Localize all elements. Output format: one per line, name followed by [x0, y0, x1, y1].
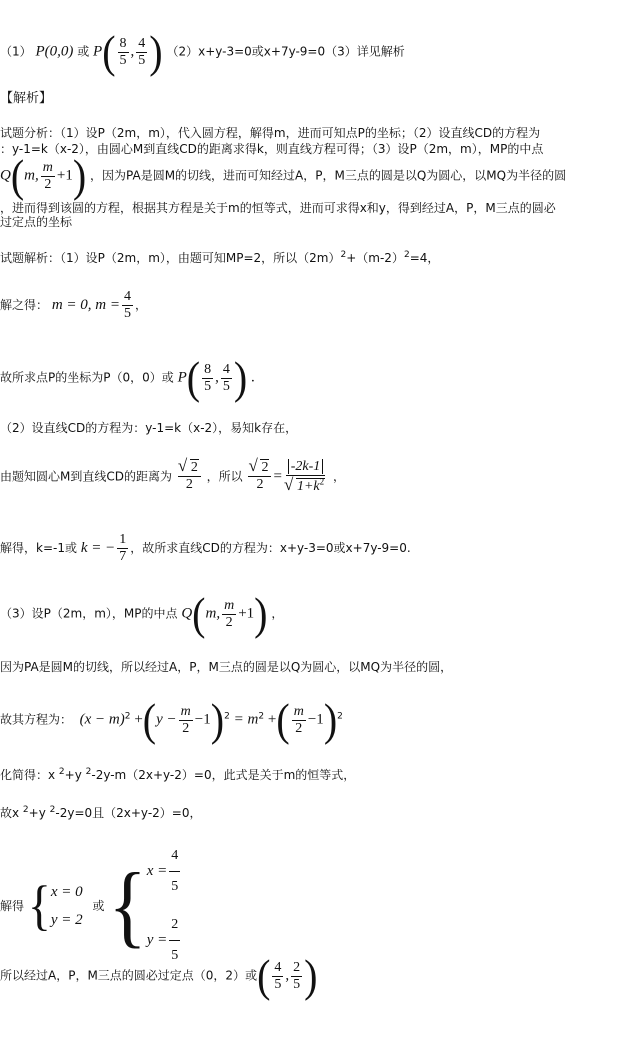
analysis-line-3: Q(m, $\frac{m}{2}$ +1) ，因为PA是圆M的切线，进而可知经过A，P，M三点的圆是以Q为圆心，以MQ为半径的圆	[0, 149, 567, 202]
solution-line-4: （2）设直线CD的方程为：y-1=k（x-2），易知k存在，	[0, 421, 298, 435]
solution-line-10: 化简得：x $^2$+y $^2$-2y-m（2x+y-2）=0，此式是关于m的恒等式，	[0, 767, 356, 782]
fraction: $\frac{4}{5}$	[124, 289, 132, 321]
system-1: x = 0 y = 2	[50, 884, 83, 928]
analysis-line-2: ：y-1=k（x-2），由圆心M到直线CD的距离求得k，则直线方程可得；（3）设P（2m，m），MP的中点	[0, 142, 544, 156]
analysis-line-4: ，进而得到该圆的方程，根据其方程是关于m的恒等式，进而可求得x和y，得到经过A，P，M三点的圆必	[0, 201, 556, 215]
fraction: √ $\frac{2}{2}$	[248, 461, 271, 492]
fraction: $\frac{4}{5}$	[169, 842, 180, 901]
fraction: √ $\frac{2}{2}$	[178, 461, 201, 492]
answer-line: （1） P(0,0) 或 P( $\frac{8}{5}$ , $\frac{4}{5}$ ) （2）x+y-3=0或x+7y-9=0（3）详见解析	[0, 25, 405, 78]
solution-line-5: 由题知圆心M到直线CD的距离为 √ $\frac{2}{2}$ ，所以 √ $\frac{2}{2}$ = -2k-1 √ $1+k^2$ ，	[0, 460, 345, 494]
solution-line-2: 解之得： m = 0, m = $\frac{4}{5}$ ，	[0, 289, 148, 321]
section-title: 【解析】	[0, 91, 53, 106]
solution-line-8: 因为PA是圆M的切线，所以经过A，P，M三点的圆是以Q为圆心，以MQ为半径的圆，	[0, 660, 453, 674]
solution-line-11: 故x $^2$+y $^2$-2y=0且（2x+y-2）=0，	[0, 805, 202, 820]
fraction: $\frac{4}{5}$	[274, 959, 282, 992]
or-text: 或	[77, 44, 90, 59]
answer-part1: （1）	[0, 44, 32, 59]
fraction: $\frac{8}{5}$	[119, 35, 127, 68]
solution-line-12: 解得 { x = 0 y = 2 或 { x = $\frac{4}{5}$ y = $\frac{2}{5}$	[0, 842, 182, 970]
fraction: $\frac{1}{7}$	[119, 532, 127, 564]
fraction: -2k-1 √ $1+k^2$	[284, 460, 327, 494]
solution-line-13: 所以经过A，P，M三点的圆必过定点（0，2）或( $\frac{4}{5}$ , $\frac{2}{5}$ )	[0, 949, 318, 1002]
fraction: $\frac{m}{2}$	[224, 597, 235, 630]
solution-line-7: （3）设P（2m，m），MP的中点 Q(m, $\frac{m}{2}$ +1) ，	[0, 587, 284, 640]
answer-part2: （2）x+y-3=0或x+7y-9=0（3）详见解析	[166, 44, 405, 59]
fraction: $\frac{8}{5}$	[204, 361, 212, 394]
solution-line-6: 解得，k=-1或 k = − $\frac{1}{7}$ ，故所求直线CD的方程为：x+y-3=0或x+7y-9=0.	[0, 532, 411, 564]
fraction: $\frac{2}{5}$	[293, 959, 301, 992]
analysis-line-1: 试题分析：（1）设P（2m，m），代入圆方程，解得m，进而可知点P的坐标；（2）设直线CD的方程为	[0, 126, 541, 140]
fraction: $\frac{4}{5}$	[138, 35, 146, 68]
point-label: P	[93, 43, 103, 60]
fraction: $\frac{m}{2}$	[42, 159, 53, 192]
solution-line-3: 故所求点P的坐标为P（0，0）或 P( $\frac{8}{5}$ , $\frac{4}{5}$ ) .	[0, 351, 255, 404]
fraction: $\frac{4}{5}$	[222, 361, 230, 394]
solution-line-9: 故其方程为： $(x - m)^2 +(y$ − $\frac{m}{2}$ $-1)^2 = m^2$ +( $\frac{m}{2}$ −1)$^2$	[0, 693, 343, 746]
solution-line-1: 试题解析：（1）设P（2m，m），由题可知MP=2，所以$(2m)^2+(m-2)^2=4$，	[0, 250, 440, 265]
system-2: x = $\frac{4}{5}$ y = $\frac{2}{5}$	[147, 842, 183, 970]
point-origin: P(0,0)	[35, 43, 74, 60]
fraction: $\frac{2}{5}$	[169, 911, 180, 970]
fraction: $\frac{m}{2}$	[180, 703, 191, 736]
analysis-line-5: 过定点的坐标	[0, 215, 73, 229]
fraction: $\frac{m}{2}$	[293, 703, 304, 736]
